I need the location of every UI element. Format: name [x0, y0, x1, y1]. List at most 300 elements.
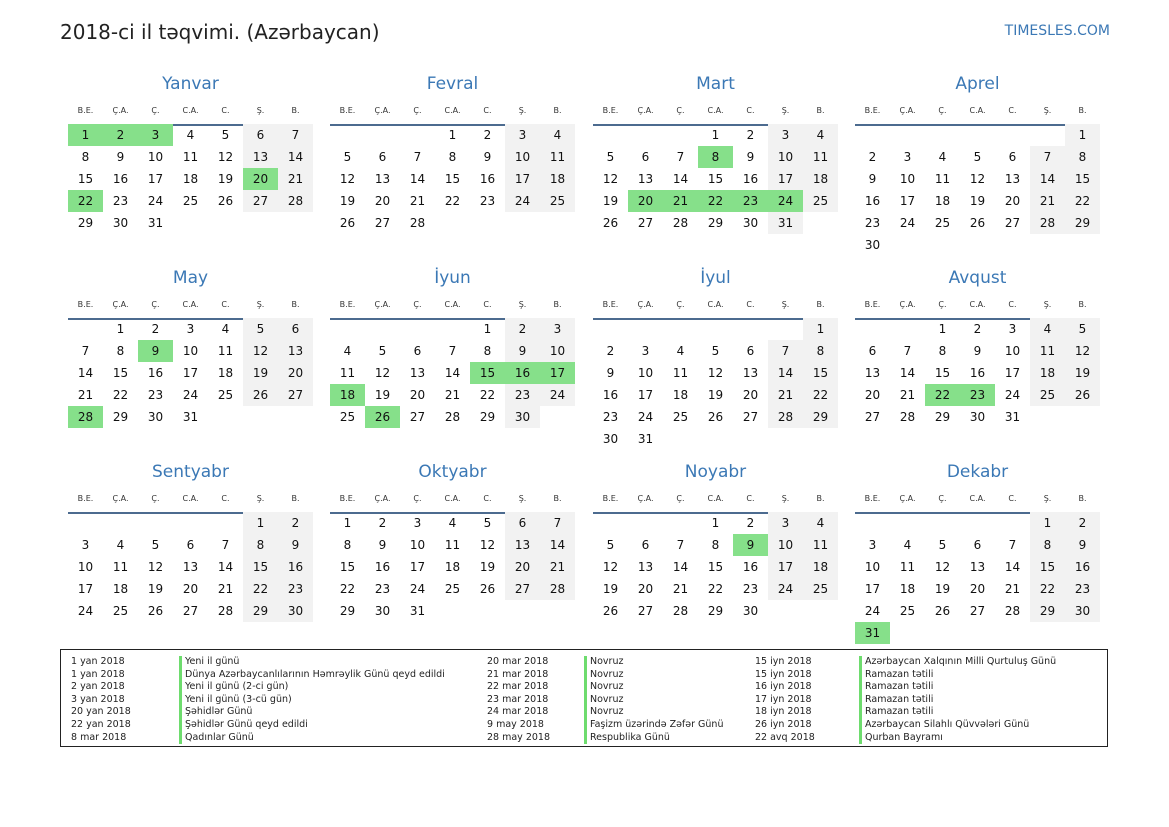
- day-cell: 1: [803, 318, 838, 340]
- day-cell: 30: [147, 410, 164, 424]
- day-cell: 27: [637, 604, 654, 618]
- day-cell: 9: [973, 344, 982, 358]
- day-cell: 20: [182, 582, 199, 596]
- day-cell: 11: [803, 534, 838, 556]
- day-cell: 31: [409, 604, 426, 618]
- day-cell: 8: [116, 344, 125, 358]
- month-name: Mart: [696, 74, 735, 94]
- month-9: [68, 462, 313, 647]
- weekday-label: B.E.: [864, 494, 881, 503]
- day-cell: 24: [540, 384, 575, 406]
- day-cell: 7: [1008, 538, 1017, 552]
- day-cell: 12: [602, 560, 619, 574]
- holiday-name: Dünya Azərbaycanlılarının Həmrəylik Günü qeyd edildi: [179, 669, 445, 682]
- holiday-day-cell: 26: [365, 406, 400, 428]
- weekday-label: Ç.A.: [899, 494, 916, 503]
- weekday-label: Ç.A.: [112, 106, 129, 115]
- month-6: [330, 268, 575, 453]
- weekday-label: Ş.: [781, 494, 790, 503]
- weekday-label: B.: [1078, 106, 1087, 115]
- day-cell: 4: [903, 538, 912, 552]
- day-cell: 12: [243, 340, 278, 362]
- day-cell: 3: [1008, 322, 1017, 336]
- day-cell: 17: [147, 172, 164, 186]
- holiday-name: Şəhidlər Günü qeyd edildi: [179, 719, 308, 732]
- day-cell: 6: [973, 538, 982, 552]
- holiday-day-cell: 23: [733, 190, 768, 212]
- day-cell: 23: [602, 410, 619, 424]
- holiday-legend: [60, 649, 1108, 747]
- day-cell: 1: [243, 512, 278, 534]
- day-cell: 29: [934, 410, 951, 424]
- holiday-date: 16 iyn 2018: [755, 681, 812, 693]
- day-cell: 10: [768, 146, 803, 168]
- day-cell: 8: [343, 538, 352, 552]
- day-cell: 1: [116, 322, 125, 336]
- day-cell: 20: [1004, 194, 1021, 208]
- day-cell: 18: [803, 168, 838, 190]
- day-cell: 7: [768, 340, 803, 362]
- day-cell: 15: [803, 362, 838, 384]
- weekday-label: Ç.A.: [637, 494, 654, 503]
- day-cell: 3: [413, 516, 422, 530]
- weekday-label: Ş.: [781, 300, 790, 309]
- day-cell: 24: [147, 194, 164, 208]
- day-cell: 8: [483, 344, 492, 358]
- day-cell: 26: [969, 216, 986, 230]
- day-cell: 30: [742, 216, 759, 230]
- day-cell: 24: [505, 190, 540, 212]
- day-cell: 4: [540, 124, 575, 146]
- weekday-label: Ç.: [676, 494, 685, 503]
- day-cell: 23: [147, 388, 164, 402]
- holiday-name: Novruz: [584, 681, 623, 694]
- holiday-day-cell: 16: [505, 362, 540, 384]
- day-cell: 26: [602, 216, 619, 230]
- month-name: Oktyabr: [418, 462, 487, 482]
- holiday-name: Yeni il günü (3-cü gün): [179, 694, 292, 707]
- weekday-label: Ç.: [151, 300, 160, 309]
- day-cell: 27: [864, 410, 881, 424]
- weekday-label: B.: [553, 106, 562, 115]
- day-cell: 16: [742, 172, 759, 186]
- holiday-date: 9 may 2018: [487, 718, 544, 730]
- day-cell: 25: [934, 216, 951, 230]
- day-cell: 12: [217, 150, 234, 164]
- day-cell: 15: [444, 172, 461, 186]
- holiday-name: Novruz: [584, 656, 623, 669]
- weekday-label: B.E.: [339, 300, 356, 309]
- day-cell: 25: [540, 190, 575, 212]
- day-cell: 10: [540, 340, 575, 362]
- month-name: Sentyabr: [152, 462, 229, 482]
- weekday-label: Ç.: [938, 300, 947, 309]
- day-cell: 22: [112, 388, 129, 402]
- day-cell: 7: [278, 124, 313, 146]
- day-cell: 16: [112, 172, 129, 186]
- day-cell: 29: [243, 600, 278, 622]
- day-cell: 13: [969, 560, 986, 574]
- day-cell: 13: [637, 172, 654, 186]
- day-cell: 13: [637, 560, 654, 574]
- day-cell: 12: [602, 172, 619, 186]
- day-cell: 7: [413, 150, 422, 164]
- holiday-date: 20 mar 2018: [487, 656, 549, 667]
- weekday-header: [593, 300, 838, 320]
- day-cell: 12: [969, 172, 986, 186]
- day-cell: 23: [112, 194, 129, 208]
- day-cell: 7: [221, 538, 230, 552]
- holiday-date: 3 yan 2018: [71, 693, 125, 705]
- weekday-label: B.: [553, 494, 562, 503]
- day-cell: 27: [637, 216, 654, 230]
- holiday-date: 22 yan 2018: [71, 718, 131, 730]
- day-cell: 30: [374, 604, 391, 618]
- day-cell: 26: [147, 604, 164, 618]
- weekday-label: B.E.: [77, 494, 94, 503]
- day-cell: 5: [1065, 318, 1100, 340]
- day-cell: 25: [672, 410, 689, 424]
- day-cell: 15: [243, 556, 278, 578]
- month-name: Avqust: [948, 268, 1007, 288]
- holiday-name: Respublika Günü: [584, 732, 670, 745]
- day-cell: 29: [479, 410, 496, 424]
- month-1: [68, 74, 313, 259]
- day-cell: 4: [343, 344, 352, 358]
- day-cell: 25: [182, 194, 199, 208]
- holiday-date: 28 may 2018: [487, 731, 551, 743]
- day-cell: 6: [641, 150, 650, 164]
- day-cell: 17: [77, 582, 94, 596]
- day-cell: 26: [707, 410, 724, 424]
- day-cell: 5: [483, 516, 492, 530]
- day-cell: 25: [339, 410, 356, 424]
- weekday-label: Ç.A.: [374, 106, 391, 115]
- day-cell: 18: [899, 582, 916, 596]
- day-cell: 10: [864, 560, 881, 574]
- day-cell: 29: [112, 410, 129, 424]
- weekday-label: C.: [483, 494, 492, 503]
- day-cell: 20: [505, 556, 540, 578]
- weekday-label: C.: [1008, 300, 1017, 309]
- day-cell: 4: [676, 344, 685, 358]
- holiday-name: Şəhidlər Günü: [179, 706, 252, 719]
- weekday-label: C.A.: [444, 494, 461, 503]
- holiday-date: 26 iyn 2018: [755, 718, 812, 730]
- day-cell: 17: [864, 582, 881, 596]
- holiday-name: Novruz: [584, 694, 623, 707]
- day-cell: 7: [903, 344, 912, 358]
- day-cell: 5: [606, 150, 615, 164]
- weekday-label: Ç.: [413, 106, 422, 115]
- day-cell: 16: [479, 172, 496, 186]
- month-12: [855, 462, 1100, 647]
- weekday-label: Ş.: [1043, 300, 1052, 309]
- weekday-label: Ç.: [413, 300, 422, 309]
- day-cell: 17: [899, 194, 916, 208]
- holiday-date: 18 iyn 2018: [755, 706, 812, 718]
- day-cell: 1: [938, 322, 947, 336]
- weekday-label: Ç.: [151, 106, 160, 115]
- day-cell: 11: [934, 172, 951, 186]
- day-cell: 12: [1065, 340, 1100, 362]
- weekday-label: C.A.: [707, 300, 724, 309]
- weekday-label: Ç.A.: [637, 106, 654, 115]
- day-cell: 13: [409, 366, 426, 380]
- weekday-label: Ç.: [413, 494, 422, 503]
- day-cell: 16: [864, 194, 881, 208]
- day-cell: 12: [707, 366, 724, 380]
- site-link[interactable]: TIMESLES.COM: [1004, 23, 1110, 39]
- day-cell: 24: [182, 388, 199, 402]
- holiday-date: 15 iyn 2018: [755, 668, 812, 680]
- holiday-date: 23 mar 2018: [487, 693, 549, 705]
- holiday-date: 22 avq 2018: [755, 731, 815, 743]
- weekday-label: B.E.: [864, 106, 881, 115]
- day-cell: 6: [243, 124, 278, 146]
- day-cell: 22: [479, 388, 496, 402]
- day-cell: 22: [1030, 578, 1065, 600]
- day-cell: 8: [448, 150, 457, 164]
- day-cell: 31: [768, 212, 803, 234]
- day-cell: 11: [672, 366, 689, 380]
- holiday-day-cell: 9: [733, 534, 768, 556]
- day-cell: 30: [602, 432, 619, 446]
- day-cell: 1: [448, 128, 457, 142]
- day-cell: 23: [505, 384, 540, 406]
- day-cell: 2: [868, 150, 877, 164]
- day-cell: 30: [278, 600, 313, 622]
- day-cell: 23: [864, 216, 881, 230]
- day-cell: 17: [1004, 366, 1021, 380]
- day-cell: 21: [278, 168, 313, 190]
- day-cell: 18: [803, 556, 838, 578]
- day-cell: 26: [339, 216, 356, 230]
- day-cell: 24: [864, 604, 881, 618]
- day-cell: 19: [374, 388, 391, 402]
- day-cell: 30: [1065, 600, 1100, 622]
- day-cell: 28: [444, 410, 461, 424]
- day-cell: 13: [742, 366, 759, 380]
- weekday-label: C.: [1008, 106, 1017, 115]
- day-cell: 26: [602, 604, 619, 618]
- weekday-label: B.: [553, 300, 562, 309]
- day-cell: 14: [77, 366, 94, 380]
- day-cell: 21: [444, 388, 461, 402]
- weekday-header: [855, 300, 1100, 320]
- day-cell: 14: [540, 534, 575, 556]
- day-cell: 8: [1030, 534, 1065, 556]
- weekday-label: C.: [746, 494, 755, 503]
- weekday-label: C.A.: [969, 300, 986, 309]
- day-cell: 27: [409, 410, 426, 424]
- holiday-day-cell: 15: [470, 362, 505, 384]
- day-cell: 27: [1004, 216, 1021, 230]
- day-cell: 23: [742, 582, 759, 596]
- day-cell: 24: [768, 578, 803, 600]
- day-cell: 8: [81, 150, 90, 164]
- month-8: [855, 268, 1100, 453]
- day-cell: 18: [444, 560, 461, 574]
- day-cell: 10: [409, 538, 426, 552]
- day-cell: 14: [1004, 560, 1021, 574]
- holiday-day-cell: 31: [855, 622, 890, 644]
- day-cell: 13: [278, 340, 313, 362]
- holiday-name: Yeni il günü: [179, 656, 239, 669]
- day-cell: 15: [1030, 556, 1065, 578]
- day-cell: 11: [444, 538, 461, 552]
- day-cell: 29: [1030, 600, 1065, 622]
- weekday-header: [68, 106, 313, 126]
- month-11: [593, 462, 838, 647]
- day-cell: 10: [899, 172, 916, 186]
- day-cell: 2: [746, 516, 755, 530]
- day-cell: 26: [479, 582, 496, 596]
- day-cell: 21: [77, 388, 94, 402]
- day-cell: 29: [707, 216, 724, 230]
- day-cell: 11: [803, 146, 838, 168]
- weekday-label: Ç.A.: [899, 106, 916, 115]
- day-cell: 15: [707, 172, 724, 186]
- day-cell: 5: [938, 538, 947, 552]
- day-cell: 1: [1030, 512, 1065, 534]
- day-cell: 6: [186, 538, 195, 552]
- weekday-label: B.E.: [602, 106, 619, 115]
- weekday-label: Ş.: [256, 106, 265, 115]
- month-name: Noyabr: [684, 462, 747, 482]
- weekday-label: Ç.: [938, 106, 947, 115]
- day-cell: 6: [746, 344, 755, 358]
- day-cell: 20: [278, 362, 313, 384]
- month-7: [593, 268, 838, 453]
- day-cell: 28: [1004, 604, 1021, 618]
- month-name: May: [172, 268, 209, 288]
- day-cell: 11: [182, 150, 199, 164]
- holiday-day-cell: 3: [138, 124, 173, 146]
- day-cell: 19: [147, 582, 164, 596]
- day-cell: 1: [1065, 124, 1100, 146]
- weekday-label: Ç.A.: [112, 494, 129, 503]
- day-cell: 28: [672, 216, 689, 230]
- month-name: İyul: [700, 268, 731, 288]
- day-cell: 6: [278, 318, 313, 340]
- day-cell: 2: [151, 322, 160, 336]
- weekday-header: [593, 494, 838, 514]
- holiday-name: Faşizm üzərində Zəfər Günü: [584, 719, 723, 732]
- day-cell: 27: [278, 384, 313, 406]
- day-cell: 14: [672, 560, 689, 574]
- day-cell: 14: [899, 366, 916, 380]
- weekday-label: Ç.A.: [899, 300, 916, 309]
- weekday-label: C.A.: [182, 106, 199, 115]
- day-cell: 2: [973, 322, 982, 336]
- day-cell: 9: [868, 172, 877, 186]
- month-3: [593, 74, 838, 259]
- day-cell: 22: [803, 384, 838, 406]
- day-cell: 9: [116, 150, 125, 164]
- day-cell: 7: [540, 512, 575, 534]
- holiday-day-cell: 24: [768, 190, 803, 212]
- day-cell: 2: [606, 344, 615, 358]
- day-cell: 22: [339, 582, 356, 596]
- day-cell: 19: [707, 388, 724, 402]
- day-cell: 8: [243, 534, 278, 556]
- weekday-label: C.: [1008, 494, 1017, 503]
- holiday-day-cell: 1: [68, 124, 103, 146]
- holiday-date: 8 mar 2018: [71, 731, 127, 743]
- day-cell: 23: [374, 582, 391, 596]
- holiday-name: Azərbaycan Silahlı Qüvvələri Günü: [859, 719, 1029, 732]
- day-cell: 27: [243, 190, 278, 212]
- day-cell: 8: [711, 538, 720, 552]
- day-cell: 11: [217, 344, 234, 358]
- day-cell: 15: [339, 560, 356, 574]
- holiday-date: 17 iyn 2018: [755, 693, 812, 705]
- day-cell: 26: [1065, 384, 1100, 406]
- day-cell: 20: [742, 388, 759, 402]
- day-cell: 6: [1008, 150, 1017, 164]
- day-cell: 21: [672, 582, 689, 596]
- day-cell: 12: [479, 538, 496, 552]
- day-cell: 4: [221, 322, 230, 336]
- month-name: Fevral: [426, 74, 479, 94]
- day-cell: 1: [711, 128, 720, 142]
- day-cell: 19: [217, 172, 234, 186]
- day-cell: 17: [768, 168, 803, 190]
- day-cell: 27: [182, 604, 199, 618]
- day-cell: 16: [602, 388, 619, 402]
- day-cell: 13: [243, 146, 278, 168]
- weekday-label: Ş.: [518, 106, 527, 115]
- weekday-label: Ş.: [1043, 494, 1052, 503]
- day-cell: 2: [278, 512, 313, 534]
- holiday-date: 15 iyn 2018: [755, 656, 812, 667]
- day-cell: 16: [374, 560, 391, 574]
- day-cell: 10: [77, 560, 94, 574]
- weekday-label: B.E.: [864, 300, 881, 309]
- day-cell: 17: [505, 168, 540, 190]
- weekday-label: Ş.: [518, 494, 527, 503]
- weekday-label: Ç.: [676, 106, 685, 115]
- month-name: Yanvar: [162, 74, 219, 94]
- day-cell: 9: [1065, 534, 1100, 556]
- day-cell: 10: [637, 366, 654, 380]
- day-cell: 18: [217, 366, 234, 380]
- day-cell: 15: [1065, 168, 1100, 190]
- holiday-name: Ramazan tətili: [859, 694, 933, 707]
- day-cell: 28: [899, 410, 916, 424]
- day-cell: 16: [969, 366, 986, 380]
- day-cell: 7: [1030, 146, 1065, 168]
- day-cell: 14: [217, 560, 234, 574]
- day-cell: 14: [409, 172, 426, 186]
- day-cell: 13: [1004, 172, 1021, 186]
- holiday-day-cell: 22: [925, 384, 960, 406]
- day-cell: 23: [1065, 578, 1100, 600]
- day-cell: 3: [868, 538, 877, 552]
- day-cell: 12: [374, 366, 391, 380]
- month-name: Dekabr: [946, 462, 1009, 482]
- day-cell: 31: [637, 432, 654, 446]
- day-cell: 2: [378, 516, 387, 530]
- day-cell: 1: [343, 516, 352, 530]
- day-cell: 24: [1004, 388, 1021, 402]
- day-cell: 5: [711, 344, 720, 358]
- day-cell: 26: [934, 604, 951, 618]
- weekday-label: B.: [291, 106, 300, 115]
- day-cell: 28: [278, 190, 313, 212]
- day-cell: 19: [602, 582, 619, 596]
